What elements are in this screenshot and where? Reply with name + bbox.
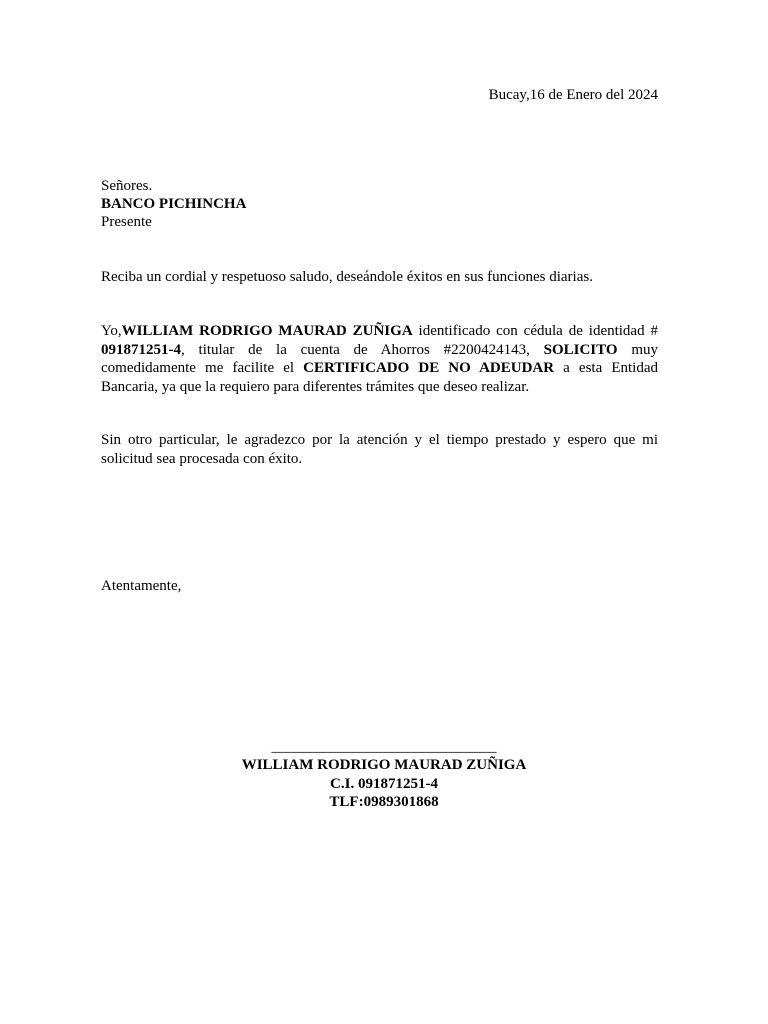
signature-line: ______________________________	[271, 739, 497, 755]
cedula-number: 091871251-4	[101, 341, 181, 358]
signature-block	[0, 738, 768, 812]
paragraph-text-3: muy comedidamente me facilite el	[101, 341, 659, 376]
letter-date: Bucay,16 de Enero del 2024	[488, 87, 658, 103]
closing-line: Atentamente,	[101, 578, 182, 594]
signer-ci: C.I. 091871251-4	[330, 775, 438, 792]
addressee-block	[101, 177, 246, 231]
greeting-line: Reciba un cordial y respetuoso saludo, deseándole éxitos en sus funciones diarias.	[101, 269, 593, 285]
paragraph-text-1: identificado con cédula de identidad #	[412, 323, 658, 339]
paragraph-text-2: , titular de la cuenta de Ahorros #2200424143,	[181, 341, 544, 358]
signer-name: WILLIAM RODRIGO MAURAD ZUÑIGA	[241, 757, 527, 773]
paragraph-text-4: a esta Entidad Bancaria, ya que la requiero para diferentes trámites que deseo realizar.	[101, 360, 658, 395]
yo-prefix: Yo,	[101, 323, 122, 339]
presente-line: Presente	[101, 214, 152, 230]
bank-name: BANCO PICHINCHA	[101, 196, 247, 212]
salutation: Señores.	[101, 178, 153, 194]
solicito-word: SOLICITO	[543, 341, 618, 358]
signer-phone: TLF:0989301868	[329, 794, 439, 810]
thanks-paragraph: Sin otro particular, le agradezco por la atención y el tiempo prestado y espero que mi solicitud sea procesada con éxito.	[101, 432, 658, 467]
applicant-name: WILLIAM RODRIGO MAURAD ZUÑIGA	[121, 323, 413, 339]
request-paragraph	[101, 322, 658, 396]
certificate-title: CERTIFICADO DE NO ADEUDAR	[303, 360, 555, 376]
